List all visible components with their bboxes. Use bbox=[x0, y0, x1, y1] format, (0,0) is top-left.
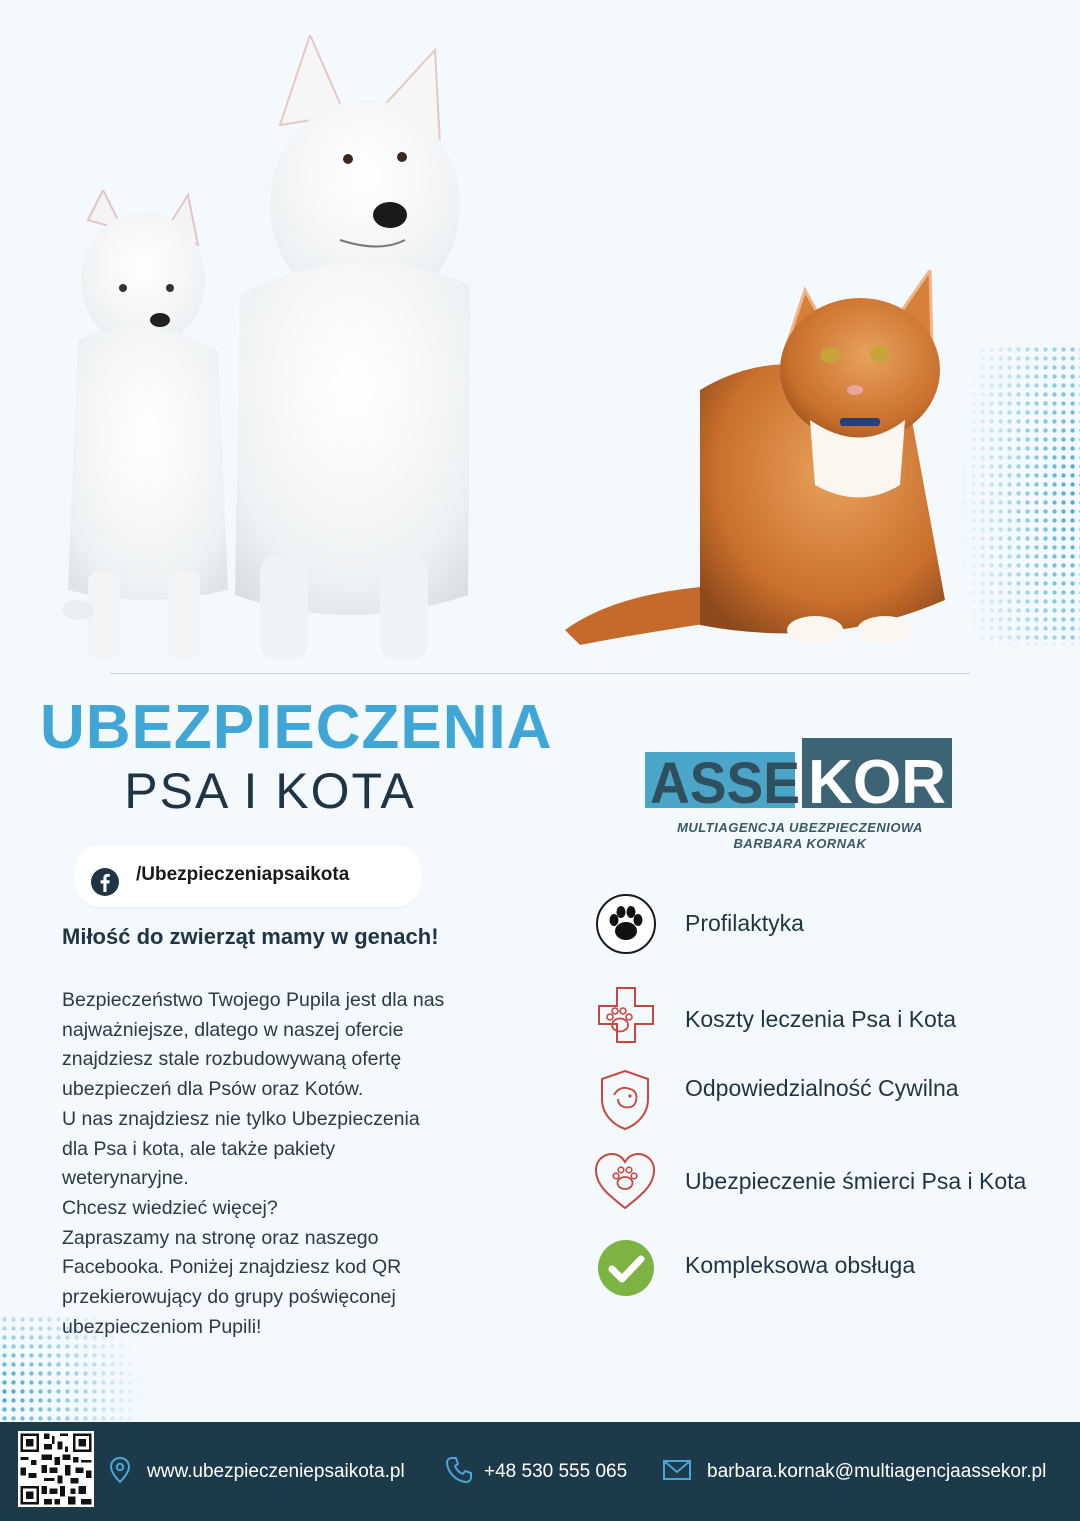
medical-cross-paw-icon bbox=[590, 984, 660, 1054]
logo-subtitle-agency: MULTIAGENCJA UBEZPIECZENIOWA bbox=[677, 820, 923, 835]
cat-photo bbox=[560, 270, 950, 655]
description-line: ubezpieczeniom Pupili! bbox=[62, 1315, 262, 1338]
headline-main: UBEZPIECZENIA bbox=[40, 693, 553, 762]
description-line: znajdziesz stale rozbudowywaną ofertę bbox=[62, 1048, 402, 1071]
description-line: Facebooka. Poniżej znajdziesz kod QR bbox=[62, 1256, 402, 1279]
heart-paw-icon bbox=[590, 1148, 660, 1218]
feature-label: Profilaktyka bbox=[685, 910, 804, 936]
description-line: najważniejsze, dlatego w naszej ofercie bbox=[62, 1018, 404, 1041]
feature-label: Koszty leczenia Psa i Kota bbox=[685, 1006, 957, 1032]
facebook-icon bbox=[90, 867, 120, 897]
footer-website-text: www.ubezpieczeniepsaikota.pl bbox=[147, 1461, 405, 1482]
description-text bbox=[62, 986, 502, 1342]
shield-dog-icon bbox=[590, 1065, 660, 1135]
puppy-photo bbox=[48, 190, 238, 670]
headline-sub: PSA I KOTA bbox=[124, 763, 416, 819]
description-line: przekierowujący do grupy poświęconej bbox=[62, 1286, 396, 1309]
description-line: U nas znajdziesz nie tylko Ubezpieczenia bbox=[62, 1107, 420, 1130]
tagline: Miłość do zwierząt mamy w genach! bbox=[62, 924, 439, 949]
feature-death-insurance bbox=[590, 1148, 1070, 1218]
phone-icon bbox=[444, 1455, 474, 1485]
feature-treatment-costs bbox=[590, 984, 1070, 1054]
feature-full-service bbox=[590, 1232, 1070, 1302]
facebook-handle: /Ubezpieczeniapsaikota bbox=[136, 864, 350, 885]
logo-subtitle-name: BARBARA KORNAK bbox=[733, 836, 867, 851]
logo-text-asse: ASSE bbox=[650, 751, 800, 816]
description-line: Zapraszamy na stronę oraz naszego bbox=[62, 1226, 379, 1249]
paw-icon bbox=[590, 888, 660, 958]
location-pin-icon bbox=[105, 1455, 135, 1485]
qr-code[interactable] bbox=[18, 1431, 94, 1507]
facebook-link[interactable] bbox=[74, 845, 422, 907]
mail-icon bbox=[662, 1455, 692, 1485]
feature-label: Ubezpieczenie śmierci Psa i Kota bbox=[685, 1168, 1027, 1194]
description-line: dla Psa i kota, ale także pakiety bbox=[62, 1137, 336, 1160]
description-line: Bezpieczeństwo Twojego Pupila jest dla nas bbox=[62, 989, 445, 1011]
description-line: ubezpieczeń dla Psów oraz Kotów. bbox=[62, 1078, 364, 1101]
feature-civil-liability bbox=[590, 1065, 1070, 1135]
adult-dog-photo bbox=[230, 35, 475, 670]
check-circle-icon bbox=[590, 1232, 660, 1302]
section-divider bbox=[110, 673, 970, 674]
feature-prevention bbox=[590, 888, 1070, 958]
feature-label: Kompleksowa obsługa bbox=[685, 1252, 916, 1278]
logo-text-kor: KOR bbox=[808, 748, 946, 817]
footer-email-text: barbara.kornak@multiagencjaassekor.pl bbox=[707, 1461, 1047, 1482]
description-line: weterynaryjne. bbox=[62, 1167, 189, 1190]
footer-phone-text: +48 530 555 065 bbox=[484, 1461, 628, 1482]
description-line: Chcesz wiedzieć więcej? bbox=[62, 1196, 278, 1219]
feature-label: Odpowiedzialność Cywilna bbox=[685, 1075, 959, 1101]
halftone-decoration-right bbox=[960, 345, 1080, 645]
